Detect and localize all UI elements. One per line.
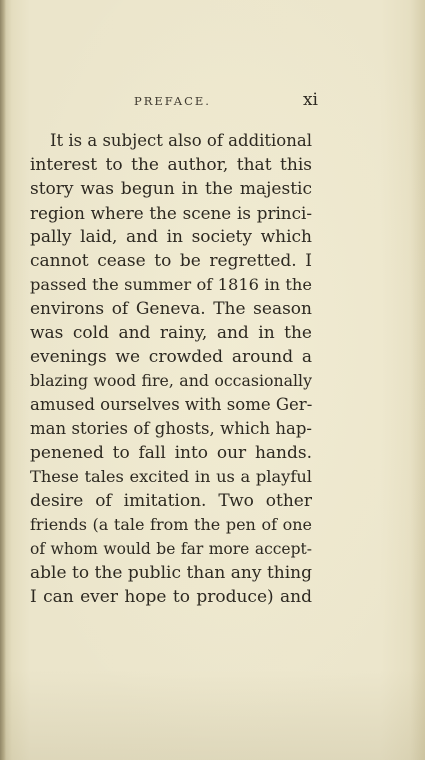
- text-line: pally laid, and in society which: [30, 227, 312, 247]
- text-line: man stories of ghosts, which hap-: [30, 419, 312, 438]
- text-line: environs of Geneva. The season: [30, 299, 312, 319]
- text-line: story was begun in the majestic: [30, 179, 312, 199]
- text-line: friends (a tale from the pen of one: [30, 515, 312, 534]
- text-line: I can ever hope to produce) and: [30, 587, 312, 607]
- text-line: able to the public than any thing: [30, 563, 312, 583]
- text-line: blazing wood fire, and occasionally: [30, 371, 312, 390]
- text-line: cannot cease to be regretted. I: [30, 251, 312, 271]
- page-gutter-shadow: [0, 0, 6, 760]
- text-line: evenings we crowded around a: [30, 347, 312, 367]
- text-line: desire of imitation. Two other: [30, 491, 312, 511]
- body-text: [30, 129, 312, 609]
- text-line: passed the summer of 1816 in the: [30, 275, 312, 294]
- text-line: region where the scene is princi-: [30, 203, 312, 223]
- page-number: xi: [302, 90, 318, 110]
- text-line: of whom would be far more accept-: [30, 540, 312, 558]
- running-head: PREFACE.: [134, 94, 211, 108]
- text-line: These tales excited in us a playful: [30, 467, 312, 486]
- text-line: was cold and rainy, and in the: [30, 323, 312, 343]
- text-line: It is a subject also of additional: [50, 131, 312, 150]
- text-line: amused ourselves with some Ger-: [30, 395, 312, 414]
- text-line: penened to fall into our hands.: [30, 443, 312, 463]
- page-header: [30, 90, 318, 114]
- text-line: interest to the author, that this: [30, 155, 312, 175]
